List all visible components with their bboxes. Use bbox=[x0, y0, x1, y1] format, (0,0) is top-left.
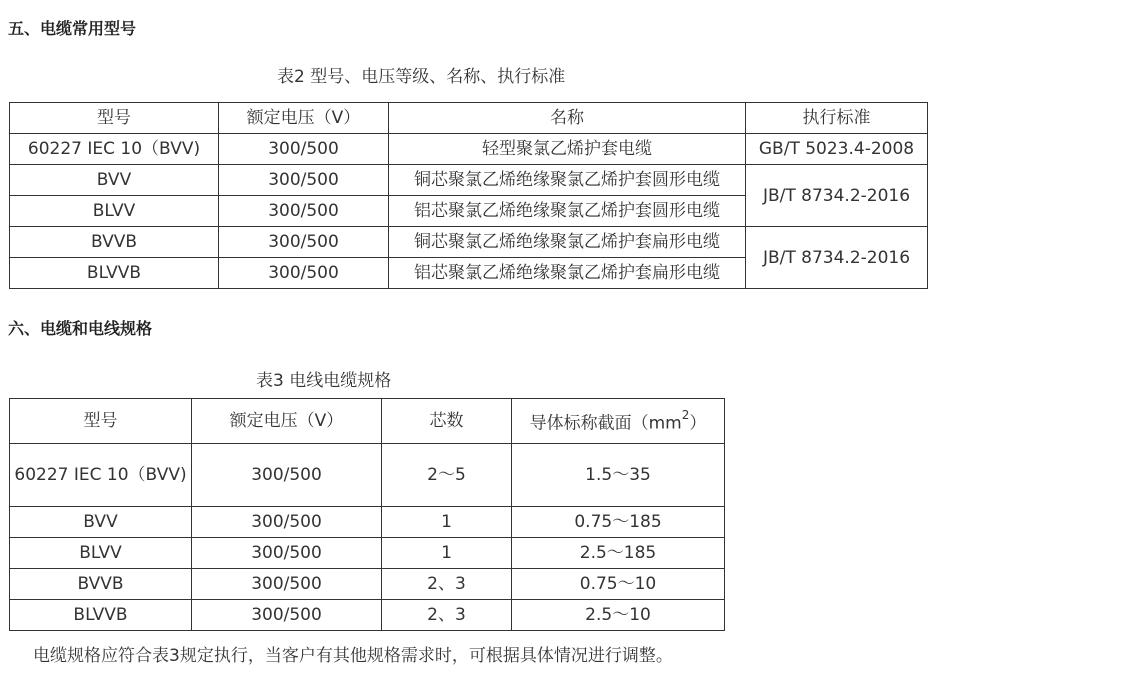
cell-model: BVVB bbox=[10, 227, 219, 258]
cell-cross-section: 1.5～35 bbox=[512, 444, 725, 507]
table-row bbox=[10, 134, 928, 165]
header-voltage: 额定电压（V） bbox=[219, 103, 389, 134]
section-heading-models: 五、电缆常用型号 bbox=[8, 19, 137, 38]
cell-standard: JB/T 8734.2-2016 bbox=[746, 227, 928, 289]
cell-cross-section: 0.75～10 bbox=[512, 569, 725, 600]
cell-voltage: 300/500 bbox=[219, 258, 389, 289]
cell-name: 铜芯聚氯乙烯绝缘聚氯乙烯护套扁形电缆 bbox=[389, 227, 746, 258]
cell-cores: 2～5 bbox=[382, 444, 512, 507]
cell-standard: JB/T 8734.2-2016 bbox=[746, 165, 928, 227]
cell-cores: 1 bbox=[382, 538, 512, 569]
cell-voltage: 300/500 bbox=[219, 134, 389, 165]
cell-voltage: 300/500 bbox=[219, 196, 389, 227]
cell-voltage: 300/500 bbox=[219, 227, 389, 258]
cell-voltage: 300/500 bbox=[192, 507, 382, 538]
table-row bbox=[10, 569, 725, 600]
cell-model: BLVV bbox=[10, 538, 192, 569]
spec-note: 电缆规格应符合表3规定执行，当客户有其他规格需求时，可根据具体情况进行调整。 bbox=[33, 646, 673, 666]
cell-model: BVV bbox=[10, 165, 219, 196]
cell-voltage: 300/500 bbox=[192, 600, 382, 631]
table-row bbox=[10, 507, 725, 538]
cell-voltage: 300/500 bbox=[219, 165, 389, 196]
cell-voltage: 300/500 bbox=[192, 444, 382, 507]
cell-cores: 2、3 bbox=[382, 600, 512, 631]
cell-name: 铜芯聚氯乙烯绝缘聚氯乙烯护套圆形电缆 bbox=[389, 165, 746, 196]
table-row bbox=[10, 600, 725, 631]
cell-voltage: 300/500 bbox=[192, 538, 382, 569]
table-row bbox=[10, 227, 928, 258]
header-voltage: 额定电压（V） bbox=[192, 399, 382, 444]
header-cores: 芯数 bbox=[382, 399, 512, 444]
header-cross-section bbox=[512, 399, 725, 444]
header-standard: 执行标准 bbox=[746, 103, 928, 134]
cell-model: BVVB bbox=[10, 569, 192, 600]
cell-model: BVV bbox=[10, 507, 192, 538]
cell-cross-section: 2.5～10 bbox=[512, 600, 725, 631]
cell-cores: 1 bbox=[382, 507, 512, 538]
cell-model: BLVVB bbox=[10, 258, 219, 289]
cell-name: 铝芯聚氯乙烯绝缘聚氯乙烯护套扁形电缆 bbox=[389, 258, 746, 289]
cell-name: 铝芯聚氯乙烯绝缘聚氯乙烯护套圆形电缆 bbox=[389, 196, 746, 227]
cell-model: BLVV bbox=[10, 196, 219, 227]
cell-model: 60227 IEC 10（BVV) bbox=[10, 134, 219, 165]
table-row bbox=[10, 165, 928, 196]
cell-name: 轻型聚氯乙烯护套电缆 bbox=[389, 134, 746, 165]
header-cross-section-close: ） bbox=[689, 413, 707, 434]
cell-cross-section: 0.75～185 bbox=[512, 507, 725, 538]
cell-model: 60227 IEC 10（BVV) bbox=[10, 444, 192, 507]
header-model: 型号 bbox=[10, 399, 192, 444]
table-row bbox=[10, 444, 725, 507]
table-header-row bbox=[10, 103, 928, 134]
cell-cross-section: 2.5～185 bbox=[512, 538, 725, 569]
header-cross-section-label: 导体标称截面（mm bbox=[529, 413, 682, 434]
cell-voltage: 300/500 bbox=[192, 569, 382, 600]
cell-standard: GB/T 5023.4-2008 bbox=[746, 134, 928, 165]
cell-model: BLVVB bbox=[10, 600, 192, 631]
table-row bbox=[10, 538, 725, 569]
table2-caption: 表2 型号、电压等级、名称、执行标准 bbox=[277, 67, 566, 87]
table-specifications bbox=[9, 398, 725, 631]
cell-cores: 2、3 bbox=[382, 569, 512, 600]
table-header-row bbox=[10, 399, 725, 444]
header-model: 型号 bbox=[10, 103, 219, 134]
section-heading-specs: 六、电缆和电线规格 bbox=[8, 319, 153, 338]
header-name: 名称 bbox=[389, 103, 746, 134]
table3-caption: 表3 电线电缆规格 bbox=[256, 371, 392, 391]
header-cross-section-exponent: 2 bbox=[681, 408, 690, 423]
table-models-standards bbox=[9, 102, 928, 289]
